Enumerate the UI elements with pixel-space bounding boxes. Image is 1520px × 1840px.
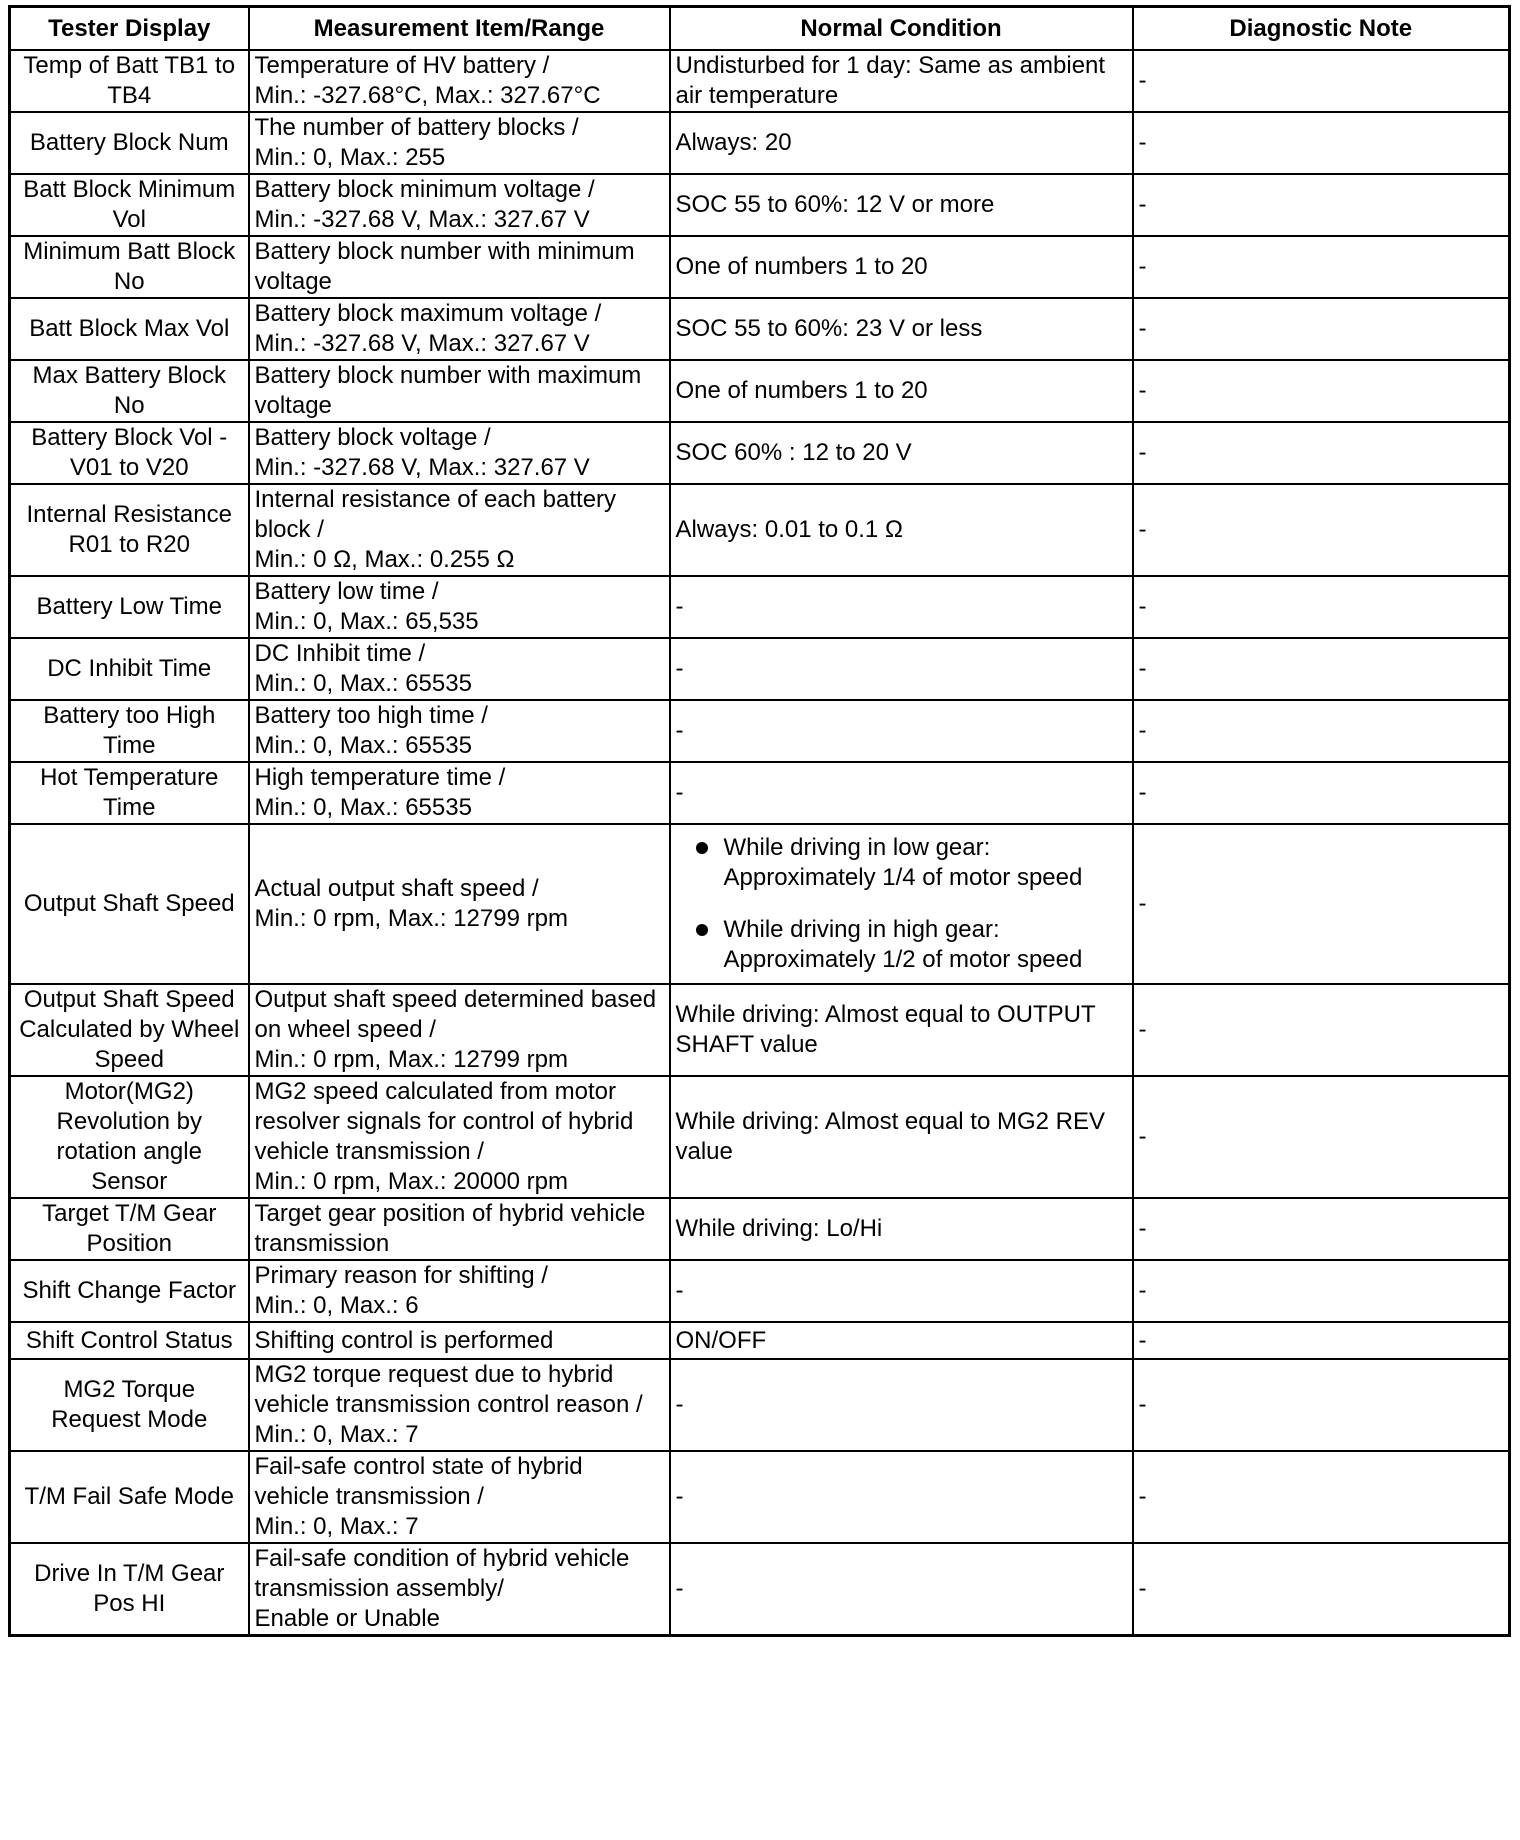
diagnostic-note-cell: -	[1133, 236, 1510, 298]
tester-display-cell: Internal Resistance R01 to R20	[10, 484, 249, 576]
table-row	[10, 1359, 1510, 1451]
measurement-range-cell	[249, 360, 670, 422]
measurement-range-cell	[249, 762, 670, 824]
measurement-range-cell	[249, 112, 670, 174]
data-list-table	[8, 5, 1511, 1637]
normal-condition-cell: -	[670, 1543, 1133, 1636]
measurement-range-line: Min.: -327.68°C, Max.: 327.67°C	[254, 82, 601, 109]
table-row	[10, 824, 1510, 984]
table-row	[10, 1260, 1510, 1322]
table-row	[10, 1076, 1510, 1198]
header-diagnostic-note: Diagnostic Note	[1133, 7, 1510, 51]
normal-condition-cell: While driving: Almost equal to MG2 REV value	[670, 1076, 1133, 1198]
measurement-range-line: Primary reason for shifting /	[254, 1262, 548, 1289]
measurement-range-cell	[249, 298, 670, 360]
measurement-range-line: Min.: 0 rpm, Max.: 12799 rpm	[254, 905, 568, 932]
normal-condition-cell: -	[670, 638, 1133, 700]
diagnostic-note-cell: -	[1133, 576, 1510, 638]
diagnostic-note-cell: -	[1133, 422, 1510, 484]
measurement-range-cell	[249, 236, 670, 298]
tester-display-cell: Target T/M Gear Position	[10, 1198, 249, 1260]
data-list-sheet	[8, 5, 1508, 1637]
tester-display-cell: Batt Block Minimum Vol	[10, 174, 249, 236]
table-row	[10, 484, 1510, 576]
measurement-range-line: Min.: 0 rpm, Max.: 20000 rpm	[254, 1168, 568, 1195]
diagnostic-note-cell: -	[1133, 174, 1510, 236]
tester-display-cell: Battery Low Time	[10, 576, 249, 638]
normal-condition-cell: -	[670, 1451, 1133, 1543]
table-row	[10, 1198, 1510, 1260]
normal-condition-cell: SOC 60% : 12 to 20 V	[670, 422, 1133, 484]
table-row	[10, 298, 1510, 360]
diagnostic-note-cell: -	[1133, 360, 1510, 422]
diagnostic-note-cell: -	[1133, 984, 1510, 1076]
measurement-range-cell	[249, 1359, 670, 1451]
measurement-range-cell	[249, 576, 670, 638]
diagnostic-note-cell: -	[1133, 1198, 1510, 1260]
measurement-range-line: Min.: 0, Max.: 7	[254, 1513, 419, 1540]
measurement-range-line: DC Inhibit time /	[254, 640, 426, 667]
measurement-range-line: Battery block number with minimum voltage	[254, 238, 635, 295]
header-normal-condition: Normal Condition	[670, 7, 1133, 51]
normal-condition-cell: -	[670, 1260, 1133, 1322]
normal-condition-cell: While driving: Almost equal to OUTPUT SHAFT value	[670, 984, 1133, 1076]
diagnostic-note-cell: -	[1133, 50, 1510, 112]
measurement-range-line: Min.: 0, Max.: 65535	[254, 732, 472, 759]
table-row	[10, 50, 1510, 112]
measurement-range-cell	[249, 484, 670, 576]
tester-display-cell: Battery too High Time	[10, 700, 249, 762]
diagnostic-note-cell: -	[1133, 1451, 1510, 1543]
measurement-range-cell	[249, 1076, 670, 1198]
table-row	[10, 1451, 1510, 1543]
table-row	[10, 576, 1510, 638]
measurement-range-line: Output shaft speed determined based on wheel speed /	[254, 986, 657, 1043]
header-row	[10, 7, 1510, 51]
measurement-range-line: Min.: 0, Max.: 7	[254, 1421, 419, 1448]
measurement-range-cell	[249, 1543, 670, 1636]
table-row	[10, 360, 1510, 422]
measurement-range-line: Min.: 0 rpm, Max.: 12799 rpm	[254, 1046, 568, 1073]
tester-display-cell: Output Shaft Speed	[10, 824, 249, 984]
bullet-dot-icon	[696, 924, 708, 936]
measurement-range-line: MG2 speed calculated from motor resolver signals for control of hybrid vehicle transmission /	[254, 1078, 634, 1165]
table-row	[10, 236, 1510, 298]
measurement-range-line: Battery block maximum voltage /	[254, 300, 602, 327]
measurement-range-line: MG2 torque request due to hybrid vehicle transmission control reason /	[254, 1361, 643, 1418]
table-row	[10, 762, 1510, 824]
normal-condition-cell: SOC 55 to 60%: 12 V or more	[670, 174, 1133, 236]
measurement-range-cell	[249, 174, 670, 236]
normal-condition-cell	[670, 824, 1133, 984]
measurement-range-line: Battery block number with maximum voltage	[254, 362, 642, 419]
diagnostic-note-cell: -	[1133, 1322, 1510, 1359]
tester-display-cell: Temp of Batt TB1 to TB4	[10, 50, 249, 112]
normal-condition-cell: -	[670, 700, 1133, 762]
tester-display-cell: Battery Block Vol -V01 to V20	[10, 422, 249, 484]
diagnostic-note-cell: -	[1133, 298, 1510, 360]
tester-display-cell: T/M Fail Safe Mode	[10, 1451, 249, 1543]
diagnostic-note-cell: -	[1133, 638, 1510, 700]
table-row	[10, 422, 1510, 484]
measurement-range-cell	[249, 1322, 670, 1359]
diagnostic-note-cell: -	[1133, 824, 1510, 984]
header-tester-display: Tester Display	[10, 7, 249, 51]
measurement-range-line: High temperature time /	[254, 764, 506, 791]
table-row	[10, 1543, 1510, 1636]
tester-display-cell: Minimum Batt Block No	[10, 236, 249, 298]
measurement-range-cell	[249, 984, 670, 1076]
measurement-range-line: Actual output shaft speed /	[254, 875, 539, 902]
measurement-range-line: Min.: 0, Max.: 65535	[254, 670, 472, 697]
diagnostic-note-cell: -	[1133, 700, 1510, 762]
table-row	[10, 174, 1510, 236]
header-measurement-item: Measurement Item/Range	[249, 7, 670, 51]
tester-display-cell: Shift Control Status	[10, 1322, 249, 1359]
table-row	[10, 1322, 1510, 1359]
normal-condition-cell: Always: 0.01 to 0.1 Ω	[670, 484, 1133, 576]
measurement-range-cell	[249, 700, 670, 762]
measurement-range-cell	[249, 50, 670, 112]
diagnostic-note-cell: -	[1133, 1543, 1510, 1636]
diagnostic-note-cell: -	[1133, 1076, 1510, 1198]
bullet-text: While driving in low gear: Approximately 1/4 of motor speed	[723, 834, 1083, 891]
normal-condition-cell: Undisturbed for 1 day: Same as ambient air temperature	[670, 50, 1133, 112]
measurement-range-line: The number of battery blocks /	[254, 114, 579, 141]
measurement-range-line: Min.: 0, Max.: 6	[254, 1292, 419, 1319]
tester-display-cell: Hot Temperature Time	[10, 762, 249, 824]
normal-condition-cell: Always: 20	[670, 112, 1133, 174]
tester-display-cell: Motor(MG2) Revolution by rotation angle Sensor	[10, 1076, 249, 1198]
table-row	[10, 112, 1510, 174]
table-header	[10, 7, 1510, 51]
measurement-range-line: Temperature of HV battery /	[254, 52, 550, 79]
measurement-range-line: Min.: 0, Max.: 65535	[254, 794, 472, 821]
diagnostic-note-cell: -	[1133, 484, 1510, 576]
measurement-range-cell	[249, 1451, 670, 1543]
measurement-range-line: Min.: 0, Max.: 255	[254, 144, 446, 171]
table-row	[10, 700, 1510, 762]
tester-display-cell: Max Battery Block No	[10, 360, 249, 422]
table-body	[10, 50, 1510, 1636]
tester-display-cell: Drive In T/M Gear Pos HI	[10, 1543, 249, 1636]
measurement-range-line: Internal resistance of each battery block /	[254, 486, 617, 543]
diagnostic-note-cell: -	[1133, 762, 1510, 824]
measurement-range-line: Battery block voltage /	[254, 424, 491, 451]
tester-display-cell: Batt Block Max Vol	[10, 298, 249, 360]
tester-display-cell: Output Shaft Speed Calculated by Wheel Speed	[10, 984, 249, 1076]
tester-display-cell: Battery Block Num	[10, 112, 249, 174]
measurement-range-line: Battery low time /	[254, 578, 439, 605]
measurement-range-line: Min.: -327.68 V, Max.: 327.67 V	[254, 454, 590, 481]
normal-condition-cell: While driving: Lo/Hi	[670, 1198, 1133, 1260]
measurement-range-cell	[249, 1260, 670, 1322]
normal-condition-cell: -	[670, 1359, 1133, 1451]
measurement-range-cell	[249, 1198, 670, 1260]
bullet-item	[676, 833, 1127, 893]
tester-display-cell: DC Inhibit Time	[10, 638, 249, 700]
tester-display-cell: Shift Change Factor	[10, 1260, 249, 1322]
measurement-range-line: Battery block minimum voltage /	[254, 176, 595, 203]
measurement-range-line: Battery too high time /	[254, 702, 488, 729]
normal-condition-cell: ON/OFF	[670, 1322, 1133, 1359]
diagnostic-note-cell: -	[1133, 112, 1510, 174]
measurement-range-line: Target gear position of hybrid vehicle transmission	[254, 1200, 646, 1257]
measurement-range-line: Shifting control is performed	[254, 1326, 554, 1354]
bullet-dot-icon	[696, 842, 708, 854]
normal-condition-cell: -	[670, 576, 1133, 638]
normal-condition-cell: One of numbers 1 to 20	[670, 236, 1133, 298]
measurement-range-line: Min.: 0, Max.: 65,535	[254, 608, 479, 635]
measurement-range-line: Min.: -327.68 V, Max.: 327.67 V	[254, 330, 590, 357]
measurement-range-line: Fail-safe condition of hybrid vehicle transmission assembly/	[254, 1545, 630, 1602]
normal-condition-cell: SOC 55 to 60%: 23 V or less	[670, 298, 1133, 360]
normal-condition-cell: -	[670, 762, 1133, 824]
normal-condition-cell: One of numbers 1 to 20	[670, 360, 1133, 422]
bullet-text: While driving in high gear: Approximately 1/2 of motor speed	[723, 916, 1083, 973]
measurement-range-line: Enable or Unable	[254, 1605, 440, 1632]
table-row	[10, 638, 1510, 700]
table-row	[10, 984, 1510, 1076]
bullet-item	[676, 915, 1127, 975]
tester-display-cell: MG2 Torque Request Mode	[10, 1359, 249, 1451]
normal-condition-bullets	[676, 833, 1127, 975]
measurement-range-cell	[249, 824, 670, 984]
measurement-range-cell	[249, 422, 670, 484]
measurement-range-line: Min.: -327.68 V, Max.: 327.67 V	[254, 206, 590, 233]
diagnostic-note-cell: -	[1133, 1359, 1510, 1451]
measurement-range-cell	[249, 638, 670, 700]
measurement-range-line: Min.: 0 Ω, Max.: 0.255 Ω	[254, 546, 515, 573]
measurement-range-line: Fail-safe control state of hybrid vehicle transmission /	[254, 1453, 583, 1510]
diagnostic-note-cell: -	[1133, 1260, 1510, 1322]
